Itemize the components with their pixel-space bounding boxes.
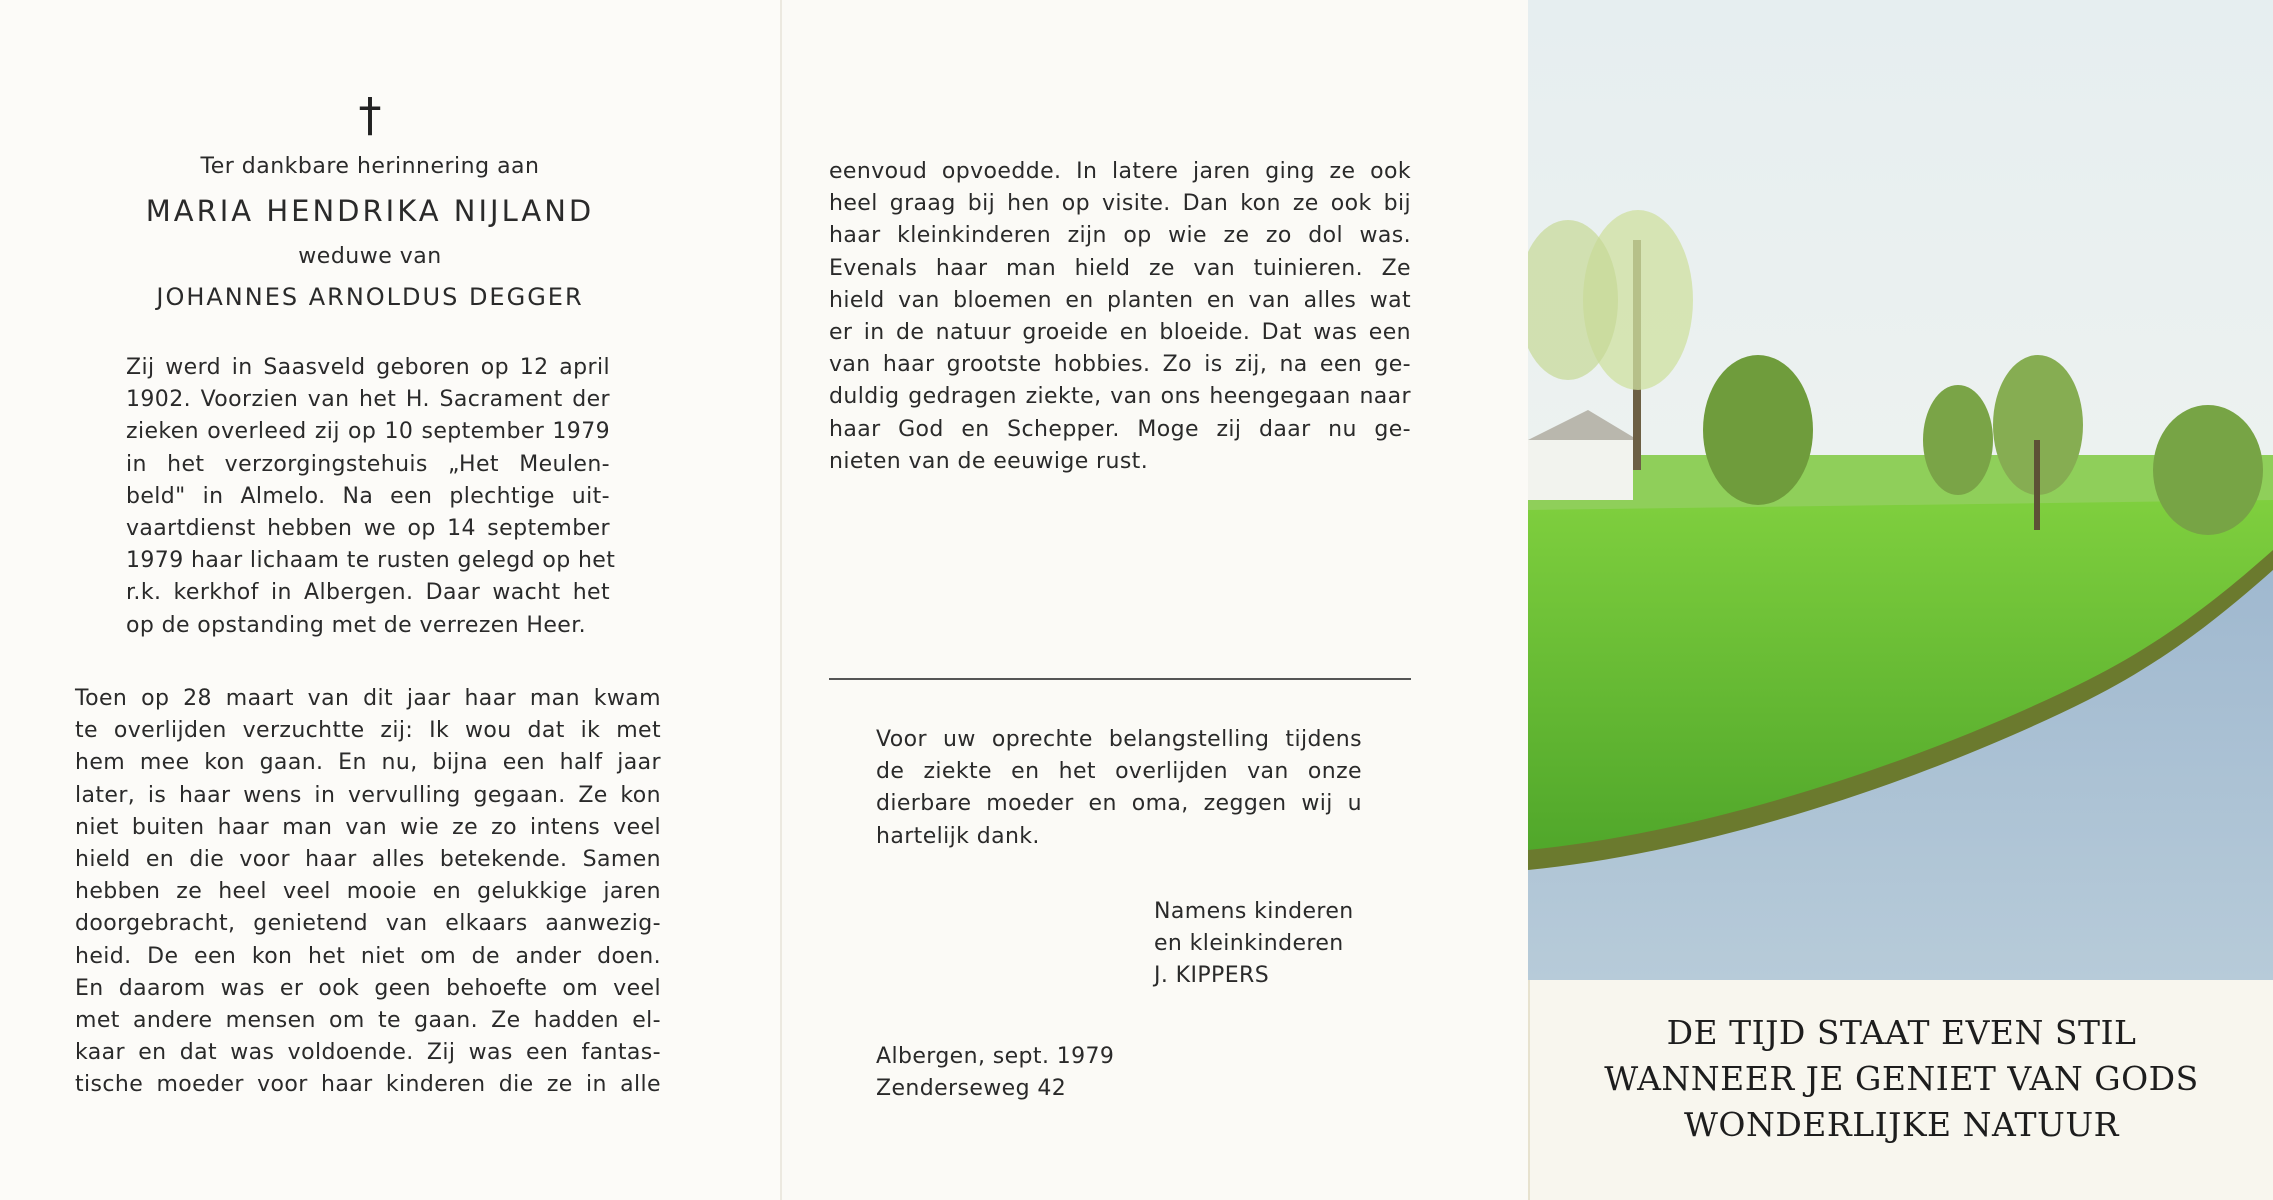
text-line: heid. De een kon het niet om de ander doen. (75, 943, 661, 969)
text-line: Evenals haar man hield ze van tuinieren. Ze (829, 255, 1411, 281)
text-line: de ziekte en het overlijden van onze (876, 759, 1362, 785)
signature-block (1154, 896, 1374, 993)
text-line: 1979 haar lichaam te rusten gelegd op het (126, 548, 616, 574)
text-line: duldig gedragen ziekte, van ons heengegaan naar (829, 384, 1411, 410)
place-date-block (876, 1041, 1176, 1105)
deceased-name: MARIA HENDRIKA NIJLAND (145, 194, 595, 228)
text-line: Zenderseweg 42 (876, 1076, 1067, 1102)
memorial-paragraph (75, 683, 661, 1102)
text-line: En daarom was er ook geen behoefte om veel (75, 975, 661, 1001)
text-line: met andere mensen om te gaan. Ze hadden el- (75, 1008, 661, 1034)
text-line: kaar en dat was voldoende. Zij was een fantas- (75, 1040, 661, 1066)
continuation-paragraph (829, 156, 1411, 478)
cross-symbol: † (358, 88, 382, 142)
widow-of-text: weduwe van (298, 244, 442, 269)
biography-paragraph (126, 352, 616, 642)
text-line: er in de natuur groeide en bloeide. Dat was een (829, 320, 1411, 346)
text-line: van haar grootste hobbies. Zo is zij, na een ge- (829, 352, 1411, 378)
text-line: Namens kinderen (1154, 899, 1354, 924)
text-line: in het verzorgingstehuis „Het Meulen- (126, 451, 610, 477)
text-line: Albergen, sept. 1979 (876, 1044, 1115, 1069)
text-line: tische moeder voor haar kinderen die ze in alle (75, 1072, 661, 1098)
intro-text: Ter dankbare herinnering aan (200, 154, 540, 179)
motto-text (1530, 1010, 2273, 1148)
motto-line: WONDERLIJKE NATUUR (1683, 1105, 2120, 1144)
text-line: haar God en Schepper. Moge zij daar nu ge- (829, 416, 1411, 442)
text-line: 1902. Voorzien van het H. Sacrament der (126, 387, 610, 413)
text-line: Zij werd in Saasveld geboren op 12 april (126, 355, 610, 380)
landscape-illustration (1528, 0, 2273, 980)
text-line: r.k. kerkhof in Albergen. Daar wacht het (126, 580, 610, 606)
text-line: J. KIPPERS (1154, 963, 1270, 989)
text-line: later, is haar wens in vervulling gegaan. Ze kon (75, 782, 661, 808)
text-line: Voor uw oprechte belangstelling tijdens (876, 727, 1362, 752)
text-line: hield en die voor haar alles betekende. Samen (75, 847, 661, 873)
text-line: te overlijden verzuchtte zij: Ik wou dat ik met (75, 718, 661, 744)
text-line: zieken overleed zij op 10 september 1979 (126, 419, 610, 445)
text-line: hem mee kon gaan. En nu, bijna een half jaar (75, 750, 661, 776)
husband-name: JOHANNES ARNOLDUS DEGGER (156, 283, 584, 311)
landscape-photo (1528, 0, 2273, 980)
motto-line: WANNEER JE GENIET VAN GODS (1604, 1059, 2199, 1098)
thanks-paragraph (876, 724, 1362, 853)
fold-line (780, 0, 782, 1200)
text-line: haar kleinkinderen zijn op wie ze zo dol was. (829, 223, 1411, 249)
text-line: doorgebracht, genietend van elkaars aanwezig- (75, 911, 661, 937)
divider (829, 678, 1411, 680)
text-line: heel graag bij hen op visite. Dan kon ze ook bij (829, 191, 1411, 217)
text-line: Toen op 28 maart van dit jaar haar man kwam (75, 686, 661, 711)
text-line: hebben ze heel veel mooie en gelukkige jaren (75, 879, 661, 905)
text-line: op de opstanding met de verrezen Heer. (126, 612, 587, 638)
text-line: dierbare moeder en oma, zeggen wij u (876, 791, 1362, 817)
motto-line: DE TIJD STAAT EVEN STIL (1666, 1013, 2137, 1052)
text-line: beld" in Almelo. Na een plechtige uit- (126, 483, 610, 509)
text-line: hield van bloemen en planten en van alles wat (829, 287, 1411, 313)
text-line: en kleinkinderen (1154, 931, 1344, 957)
text-line: niet buiten haar man van wie ze zo intens veel (75, 814, 661, 840)
text-line: eenvoud opvoedde. In latere jaren ging ze ook (829, 159, 1411, 184)
text-line: vaartdienst hebben we op 14 september (126, 516, 610, 542)
text-line: hartelijk dank. (876, 823, 1040, 849)
text-line: nieten van de eeuwige rust. (829, 448, 1149, 474)
